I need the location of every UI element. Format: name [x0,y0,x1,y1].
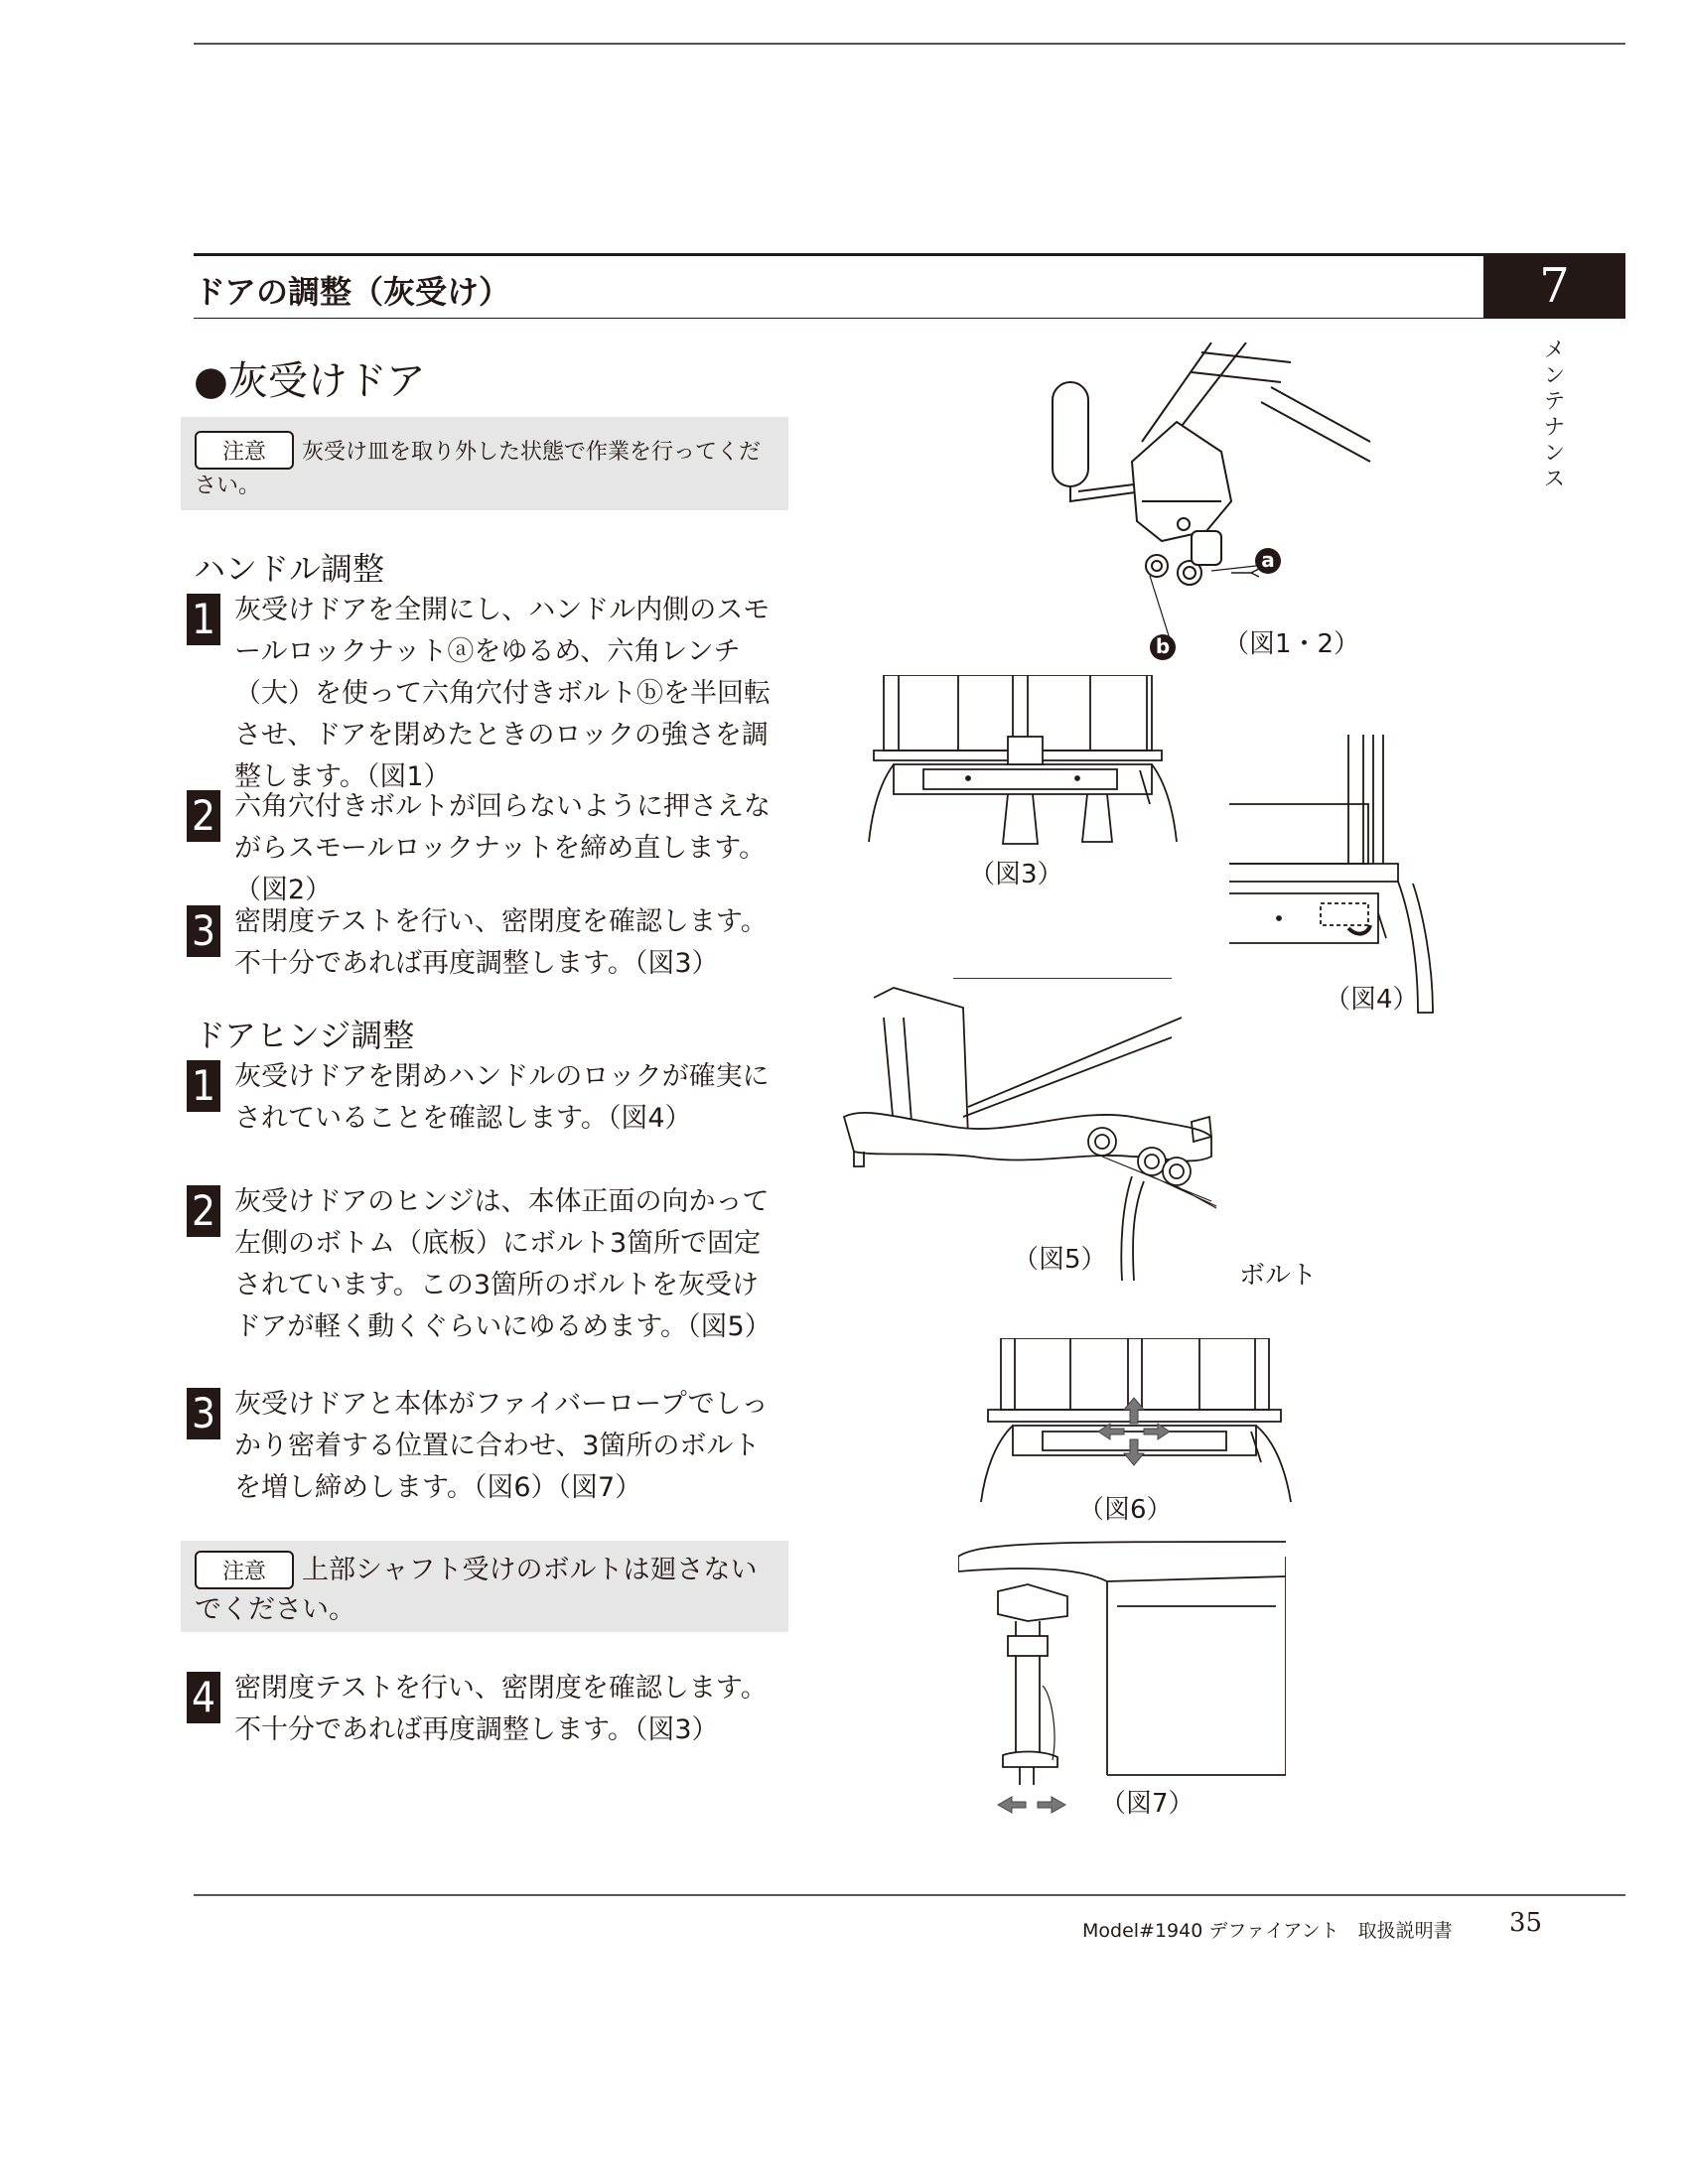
hinge-adjust-title: ドアヒンジ調整 [194,1017,415,1054]
figure-caption: （図5） [1013,1245,1107,1275]
handle-step [187,901,782,991]
page-heading: ●灰受けドア [194,358,426,404]
hinge-bolts-illustration [834,978,1241,1281]
step-text: 灰受けドアを閉めハンドルのロックが確実にされていることを確認します。（図4） [234,1061,770,1134]
caution-note [181,417,788,510]
caution-text: 灰受け皿を取り外した状態で作業を行ってください。 [195,440,762,498]
footer-rule [194,1894,1625,1896]
figure-caption: （図6） [1078,1495,1173,1525]
handle-step [187,786,782,905]
step-number: 1 [187,594,220,645]
step-number: 4 [187,1672,220,1723]
step-number: 2 [187,1185,220,1237]
chapter-side-label: メンテナンス [1540,338,1565,492]
footer-model: Model#1940 デファイアント 取扱説明書 [1082,1920,1453,1942]
step-number: 2 [187,790,220,842]
figure-caption: （図4） [1325,985,1419,1015]
step-text: 灰受けドアを全開にし、ハンドル内側のスモールロックナットⓐをゆるめ、六角レンチ（大）を使って六角穴付きボルトⓑを半回転させ、ドアを閉めたときのロックの強さを調整します。（図1） [234,595,771,792]
step-text: 灰受けドアのヒンジは、本体正面の向かって左側のボトム（底板）にボルト3箇所で固定されています。この3箇所のボルトを灰受けドアが軽く動くぐらいにゆるめます。（図5） [234,1186,772,1342]
shaft-support-illustration [958,1537,1286,1825]
step-text: 密閉度テストを行い、密閉度を確認します。不十分であれば再度調整します。（図3） [234,906,768,979]
handle-step [187,590,782,792]
hinge-step [187,1668,782,1757]
bolt-label: ボルト [1239,1261,1318,1291]
figure-caption: （図7） [1100,1789,1195,1819]
page-number: 35 [1509,1908,1543,1938]
step-number: 1 [187,1060,220,1112]
handle-closeup-illustration [1033,342,1390,670]
step-text: 灰受けドアと本体がファイバーロープでしっかり密着する位置に合わせ、3箇所のボルトを増し締めします。（図6）（図7） [234,1389,769,1503]
caution-badge: 注意 [195,1551,294,1589]
hinge-step [187,1384,782,1513]
step-number: 3 [187,1388,220,1439]
hinge-step [187,1181,782,1350]
figure-caption: （図3） [969,860,1063,889]
step-number: 3 [187,905,220,957]
caution-text: 上部シャフト受けのボルトは廻さないでください。 [195,1555,758,1625]
caution-note [181,1541,788,1632]
caution-badge: 注意 [195,431,294,470]
section-title: ドアの調整（灰受け） [194,273,511,311]
top-rule [194,43,1625,45]
door-position-illustration [973,1338,1301,1507]
handle-adjust-title: ハンドル調整 [194,550,385,588]
step-text: 密閉度テストを行い、密閉度を確認します。不十分であれば再度調整します。（図3） [234,1673,768,1745]
step-text: 六角穴付きボルトが回らないように押さえながらスモールロックナットを締め直します。（図2） [234,791,771,905]
section-header [194,253,1625,319]
stove-front-illustration [864,675,1182,854]
hinge-step [187,1056,782,1146]
figure-caption: （図1・2） [1223,629,1360,659]
callout-b-marker: b [1150,634,1176,660]
chapter-number: 7 [1483,253,1625,319]
callout-a-marker: a [1255,548,1281,574]
